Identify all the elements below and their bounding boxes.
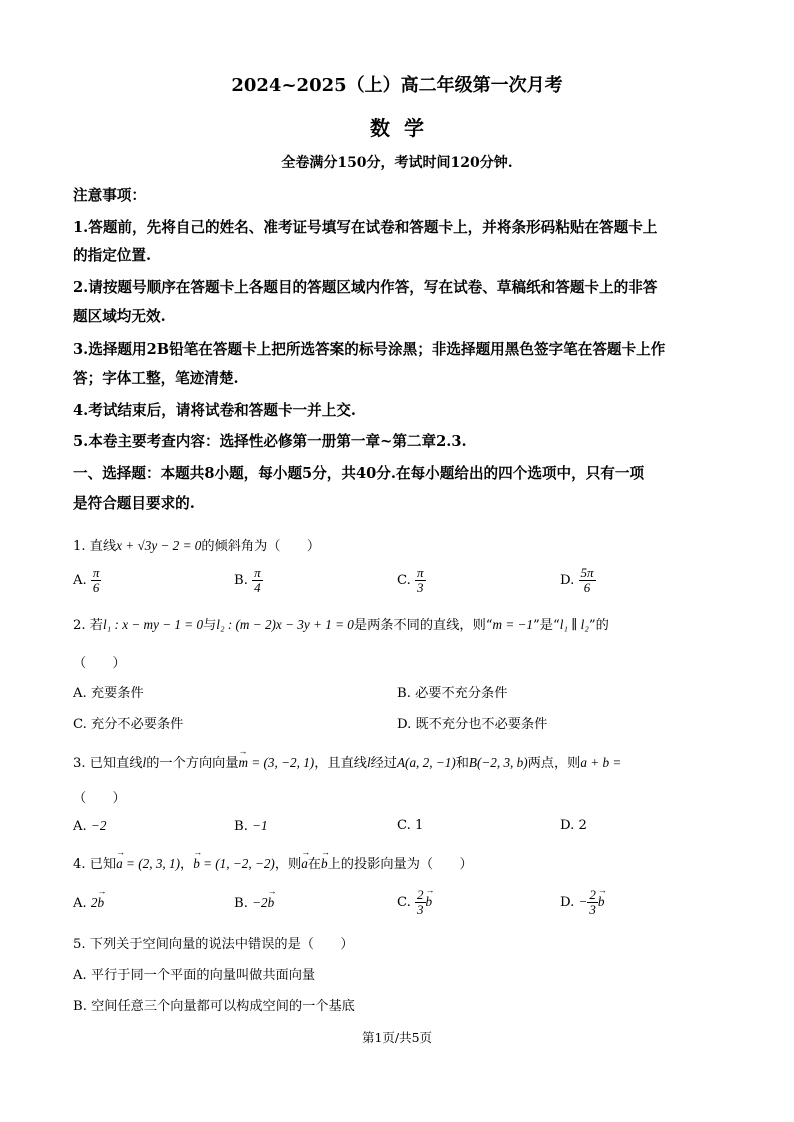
- note-line: 5.本卷主要考查内容：选择性必修第一册第一章~第二章2.3.: [73, 433, 467, 450]
- question-2: 2. 若l₁ : x − my − 1 = 0与l₂ : (m − 2)x − 3y + 1 = 0是两条不同的直线，则“m = −1”是“l₁ ∥ l₂”的: [73, 617, 609, 633]
- q4-option-b: B. −2→ b: [234, 895, 274, 911]
- note-line: 4.考试结束后，请将试卷和答题卡一并上交.: [73, 402, 357, 419]
- vector-m: → m: [239, 755, 249, 771]
- q4-option-d: D. − $\frac{2}{3}$ → b: [560, 888, 605, 917]
- q2-line-l1: l₁ : x − my − 1 = 0: [102, 617, 204, 632]
- vector-a: → a: [116, 856, 123, 872]
- q1-option-b: B. $\frac{\pi}{4}$: [234, 565, 261, 595]
- q2-bracket: （ ）: [73, 656, 126, 671]
- q3-option-c: C. 1: [397, 818, 424, 833]
- q2-option-b: B. 必要不充分条件: [397, 686, 508, 701]
- q4-option-a: A. 2→ b: [73, 895, 104, 911]
- q5-option-a: A. 平行于同一个平面的向量叫做共面向量: [73, 968, 316, 983]
- note-line: 1.答题前，先将自己的姓名、准考证号填写在试卷和答题卡上，并将条形码粘贴在答题卡上: [73, 219, 658, 236]
- q1-prefix: 1. 直线: [73, 539, 117, 554]
- section1-heading-cont: 是符合题目要求的.: [73, 495, 195, 512]
- q1-suffix: 的倾斜角为（ ）: [201, 539, 321, 554]
- question-3: 3. 已知直线l的一个方向向量→ m = (3, −2, 1)，且直线l经过A(a, 2, −1)和B(−2, 3, b)两点，则a + b =: [73, 752, 621, 771]
- subject-title: 数学: [370, 116, 438, 140]
- q1-option-d: D. $\frac{5\pi}{6}$: [560, 565, 594, 595]
- q5-option-b: B. 空间任意三个向量都可以构成空间的一个基底: [73, 999, 355, 1014]
- q1-equation: x + √3y − 2 = 0: [116, 538, 202, 553]
- note-line: 答；字体工整，笔迹清楚.: [73, 370, 239, 387]
- q2-option-c: C. 充分不必要条件: [73, 717, 184, 732]
- q1-option-c: C. $\frac{\pi}{3}$: [397, 565, 424, 595]
- q2-option-d: D. 既不充分也不必要条件: [397, 717, 548, 732]
- q3-bracket: （ ）: [73, 791, 126, 806]
- question-5: 5. 下列关于空间向量的说法中错误的是（ ）: [73, 937, 354, 952]
- q2-line-l2: l₂ : (m − 2)x − 3y + 1 = 0: [216, 617, 354, 632]
- q1-option-a: A. $\frac{\pi}{6}$: [73, 565, 100, 595]
- note-line: 的指定位置.: [73, 247, 152, 264]
- vector-b: → b: [193, 856, 200, 872]
- note-line: 3.选择题用2B铅笔在答题卡上把所选答案的标号涂黑；非选择题用黑色签字笔在答题卡上作: [73, 341, 666, 358]
- question-4: 4. 已知→ a = (2, 3, 1)，→ b = (1, −2, −2)，则→ a在→ b上的投影向量为（ ）: [73, 853, 473, 872]
- q2-option-a: A. 充要条件: [73, 686, 144, 701]
- q3-option-b: B. −1: [234, 818, 268, 834]
- q3-option-d: D. 2: [560, 818, 587, 833]
- note-line: 2.请按题号顺序在答题卡上各题目的答题区域内作答，写在试卷、草稿纸和答题卡上的非答: [73, 279, 658, 296]
- notes-heading: 注意事项：: [73, 187, 146, 204]
- section1-heading: 一、选择题：本题共8小题，每小题5分，共40分.在每小题给出的四个选项中，只有一项: [73, 465, 645, 482]
- q4-option-c: C. $\frac{2}{3}$ → b: [397, 888, 432, 917]
- exam-info: 全卷满分150分，考试时间120分钟.: [281, 155, 513, 171]
- exam-title: 2024~2025（上）高二年级第一次月考: [231, 75, 563, 96]
- q3-option-a: A. −2: [73, 818, 107, 834]
- note-line: 题区域均无效.: [73, 308, 166, 325]
- question-1: [73, 535, 320, 554]
- page-footer: 第1页/共5页: [361, 1030, 433, 1045]
